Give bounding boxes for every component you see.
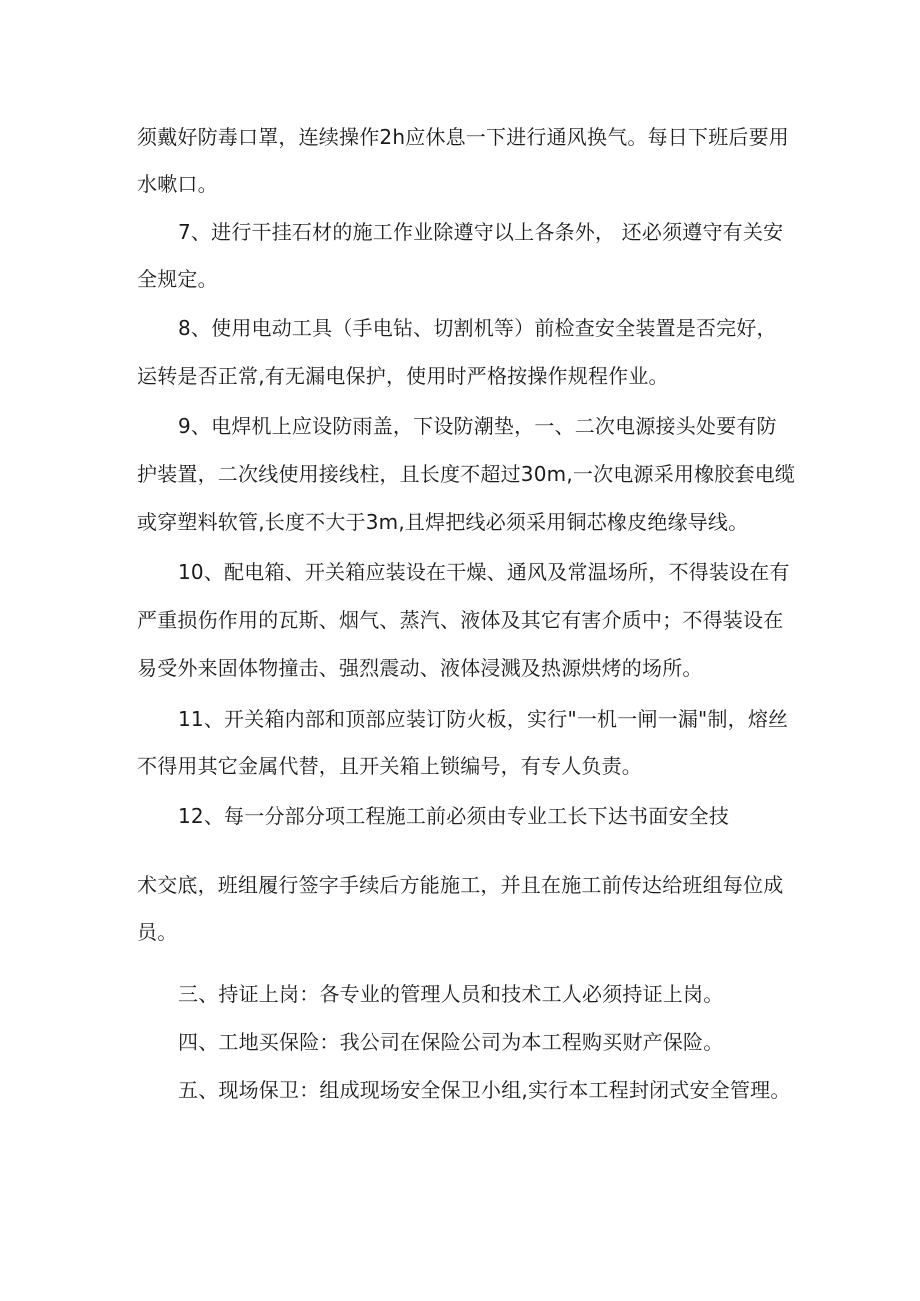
text-line-7: 9、电焊机上应设防雨盖，下设防潮垫，一、二次电源接头处要有防 xyxy=(178,414,777,438)
text-line-9: 或穿塑料软管,长度不大于3m,且焊把线必须采用铜芯橡皮绝缘导线。 xyxy=(137,510,749,534)
text-line-20: 五、现场保卫：组成现场安全保卫小组,实行本工程封闭式安全管理。 xyxy=(178,1078,791,1102)
text-line-2: 水嗽口。 xyxy=(137,172,218,196)
text-line-16: 术交底，班组履行签字手续后方能施工，并且在施工前传达给班组每位成 xyxy=(137,873,784,897)
text-line-18: 三、持证上岗：各专业的管理人员和技术工人必须持证上岗。 xyxy=(178,982,724,1006)
text-line-19: 四、工地买保险：我公司在保险公司为本工程购买财产保险。 xyxy=(178,1030,724,1054)
text-line-8: 护装置，二次线使用接线柱，且长度不超过30m,一次电源采用橡胶套电缆 xyxy=(137,462,796,486)
text-line-5: 8、使用电动工具（手电钻、切割机等）前检查安全装置是否完好， xyxy=(178,316,777,340)
text-line-11: 严重损伤作用的瓦斯、烟气、蒸汽、液体及其它有害介质中；不得装设在 xyxy=(137,608,784,632)
text-line-14: 不得用其它金属代替，且开关箱上锁编号，有专人负责。 xyxy=(137,754,642,778)
text-line-6: 运转是否正常,有无漏电保护，使用时严格按操作规程作业。 xyxy=(137,364,669,388)
text-line-15: 12、每一分部分项工程施工前必须由专业工长下达书面安全技 xyxy=(178,804,730,828)
text-line-10: 10、配电箱、开关箱应装设在干燥、通风及常温场所，不得装设在有 xyxy=(178,560,790,584)
text-line-13: 11、开关箱内部和顶部应装订防火板，实行"一机一闸一漏"制，熔丝 xyxy=(178,707,789,731)
text-line-4: 全规定。 xyxy=(137,267,218,291)
text-line-1: 须戴好防毒口罩，连续操作2h应休息一下进行通风换气。每日下班后要用 xyxy=(137,125,789,149)
text-line-12: 易受外来固体物撞击、强烈震动、液体浸溅及热源烘烤的场所。 xyxy=(137,656,703,680)
text-line-17: 员。 xyxy=(137,920,178,944)
text-line-3: 7、进行干挂石材的施工作业除遵守以上各条外， 还必须遵守有关安 xyxy=(178,220,784,244)
